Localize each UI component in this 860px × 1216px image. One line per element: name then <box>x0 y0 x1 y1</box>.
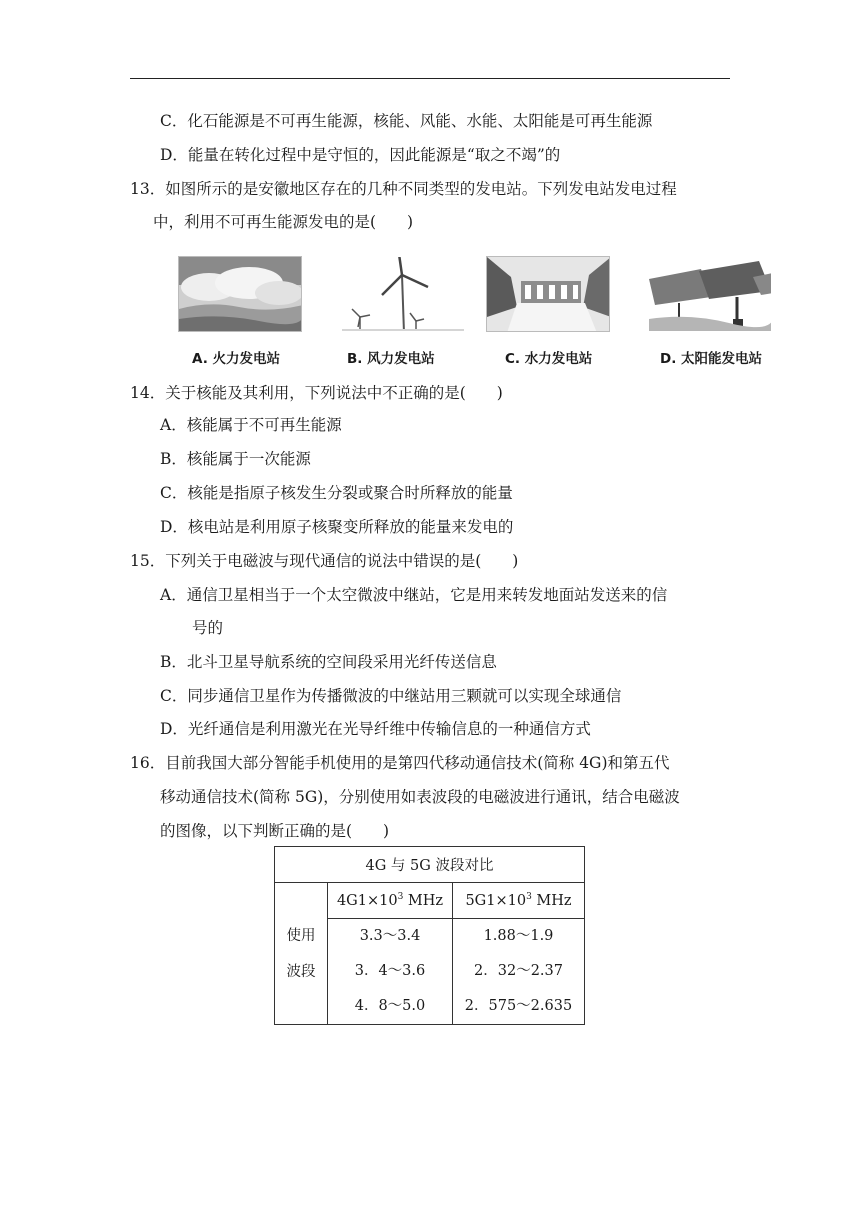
q13-stem-line1: 13．如图所示的是安徽地区存在的几种不同类型的发电站。下列发电站发电过程 <box>130 180 677 198</box>
q15-option-c: C．同步通信卫星作为传播微波的中继站用三颗就可以实现全球通信 <box>160 687 622 705</box>
values-5g-cell <box>453 919 585 1025</box>
q15-option-d: D．光纤通信是利用激光在光导纤维中传输信息的一种通信方式 <box>160 720 591 738</box>
thermal-power-station-photo <box>178 256 302 332</box>
col-5g-unit: MHz <box>531 892 572 909</box>
q14-option-b: B．核能属于一次能源 <box>160 450 311 468</box>
table-row-label <box>275 883 328 1025</box>
col-4g-unit: MHz <box>403 892 444 909</box>
figure-caption-a: A. 火力发电站 <box>192 351 281 367</box>
table-cell: 3．4～3.6 <box>354 963 426 979</box>
hydro-power-station-photo <box>486 256 610 332</box>
figure-caption-d: D. 太阳能发电站 <box>660 351 763 367</box>
col-5g-prefix: 5G1×10 <box>465 892 527 909</box>
col-4g-exp: 3 <box>397 892 404 903</box>
q14-stem: 14．关于核能及其利用，下列说法中不正确的是( ) <box>130 384 503 402</box>
row-label-line2: 波段 <box>286 963 316 980</box>
header-rule <box>130 78 730 79</box>
q16-stem-line2: 移动通信技术(简称 5G)，分别使用如表波段的电磁波进行通讯，结合电磁波 <box>160 788 680 806</box>
table-cell: 4．8～5.0 <box>354 998 426 1014</box>
figure-caption-b: B. 风力发电站 <box>347 351 435 367</box>
values-4g-cell <box>328 919 453 1025</box>
q13-stem-line2: 中，利用不可再生能源发电的是( ) <box>153 213 414 231</box>
band-comparison-table <box>274 846 585 1025</box>
figure-caption-c: C. 水力发电站 <box>505 351 593 367</box>
row-label-line1: 使用 <box>286 927 316 944</box>
q12-option-d: D．能量在转化过程中是守恒的，因此能源是“取之不竭”的 <box>160 146 561 164</box>
q15-option-a-line1: A．通信卫星相当于一个太空微波中继站，它是用来转发地面站发送来的信 <box>160 586 668 604</box>
table-cell: 1.88～1.9 <box>483 928 554 944</box>
q14-option-a: A．核能属于不可再生能源 <box>160 416 342 434</box>
table-cell: 2．32～2.37 <box>474 963 563 979</box>
col-header-4g <box>328 883 453 919</box>
q16-stem-line3: 的图像，以下判断正确的是( ) <box>160 822 390 840</box>
table-cell: 3.3～3.4 <box>359 928 421 944</box>
solar-power-station-photo <box>648 256 772 332</box>
col-header-5g <box>453 883 585 919</box>
q15-option-b: B．北斗卫星导航系统的空间段采用光纤传送信息 <box>160 653 497 671</box>
q15-option-a-line2: 号的 <box>192 619 224 637</box>
q16-stem-line1: 16．目前我国大部分智能手机使用的是第四代移动通信技术(简称 4G)和第五代 <box>130 754 670 772</box>
table-cell: 2．575～2.635 <box>464 998 573 1014</box>
col-5g-exp: 3 <box>526 892 532 903</box>
wind-power-station-photo <box>341 256 465 332</box>
table-title: 4G 与 5G 波段对比 <box>275 847 585 883</box>
q15-stem: 15．下列关于电磁波与现代通信的说法中错误的是( ) <box>130 552 519 570</box>
col-4g-prefix: 4G1×10 <box>336 892 398 909</box>
q14-option-c: C．核能是指原子核发生分裂或聚合时所释放的能量 <box>160 484 513 502</box>
q14-option-d: D．核电站是利用原子核聚变所释放的能量来发电的 <box>160 518 514 536</box>
q12-option-c: C．化石能源是不可再生能源，核能、风能、水能、太阳能是可再生能源 <box>160 112 653 130</box>
